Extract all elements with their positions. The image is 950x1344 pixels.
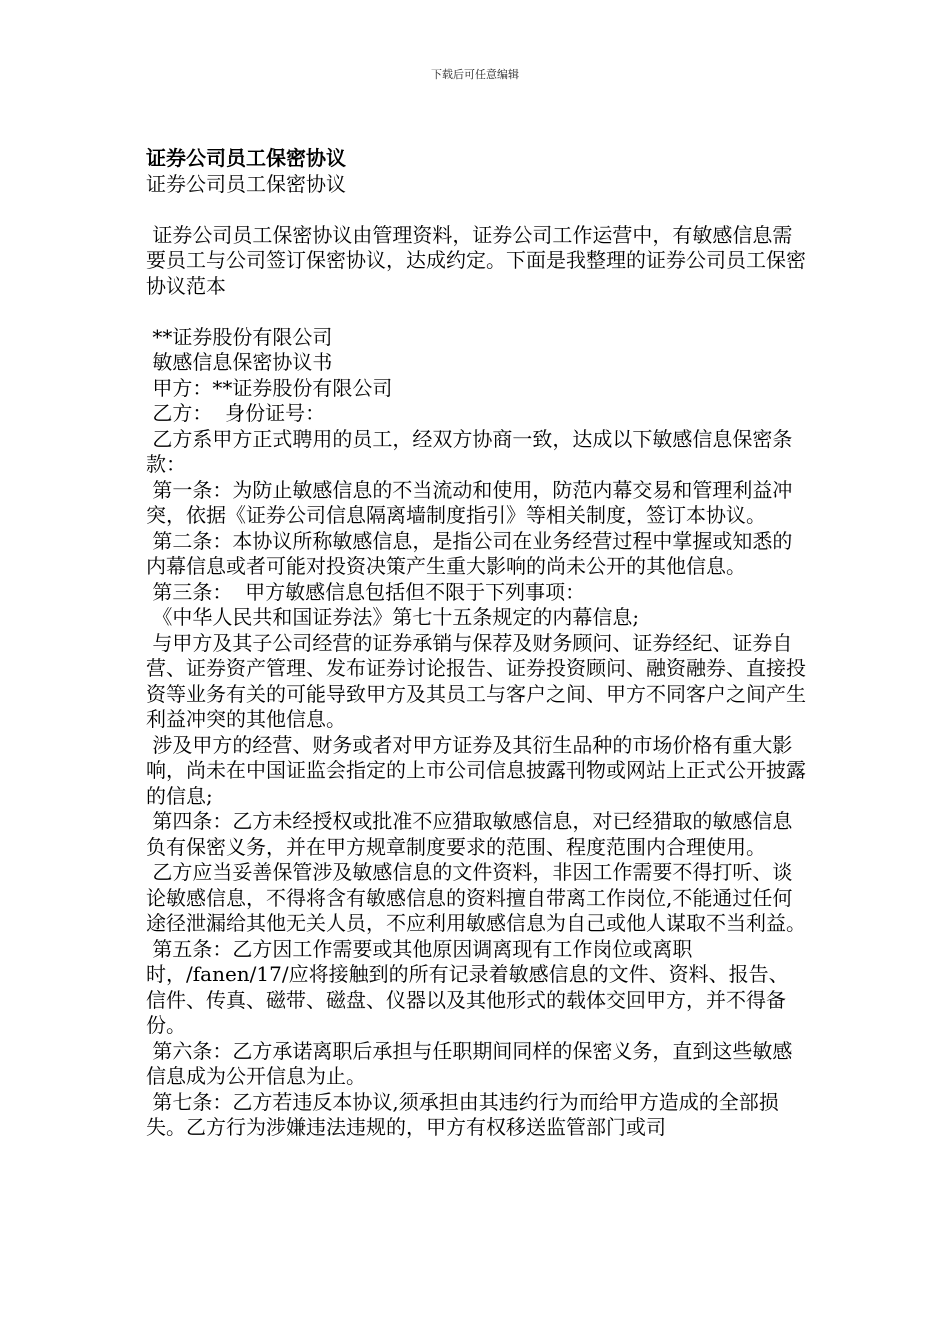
article-7-paragraph: 第七条：乙方若违反本协议,须承担由其违约行为而给甲方造成的全部损失。乙方行为涉嫌违法违规的，甲方有权移送监管部门或司: [146, 1089, 779, 1139]
article-3-item-1: 《中华人民共和国证券法》第七十五条规定的内幕信息;: [146, 605, 640, 629]
company-name-line: **证券股份有限公司: [146, 324, 333, 349]
party-b-line: 乙方： 身份证号：: [146, 401, 326, 425]
article-1-paragraph: 第一条：为防止敏感信息的不当流动和使用，防范内幕交易和管理利益冲突，依据《证券公司信息隔离墙制度指引》等相关制度，签订本协议。: [146, 477, 793, 527]
article-2-paragraph: 第二条：本协议所称敏感信息，是指公司在业务经营过程中掌握或知悉的内幕信息或者可能对投资决策产生重大影响的尚未公开的其他信息。: [146, 528, 793, 578]
page-header-note: 下载后可任意编辑: [431, 68, 519, 81]
article-3-item-2: 与甲方及其子公司经营的证券承销与保荐及财务顾问、证券经纪、证券自营、证券资产管理、发布证券讨论报告、证券投资顾问、融资融券、直接投资等业务有关的可能导致甲方及其员工与客户之间、甲方不同客户之间产生利益冲突的其他信息。: [146, 630, 806, 731]
article-4-paragraph: 第四条：乙方未经授权或批准不应猎取敏感信息，对已经猎取的敏感信息负有保密义务，并在甲方规章制度要求的范围、程度范围内合理使用。: [146, 809, 793, 859]
article-3-paragraph: 第三条： 甲方敏感信息包括但不限于下列事项：: [146, 579, 586, 604]
article-6-paragraph: 第六条：乙方承诺离职后承担与任职期间同样的保密义务，直到这些敏感信息成为公开信息为止。: [146, 1038, 793, 1088]
document-title: 证券公司员工保密协议: [146, 146, 346, 170]
intro-paragraph: 证券公司员工保密协议由管理资料，证券公司工作运营中，有敏感信息需要员工与公司签订保密协议，达成约定。下面是我整理的证券公司员工保密协议范本: [146, 222, 806, 298]
blank-line: [146, 197, 808, 223]
article-5-paragraph: 第五条：乙方因工作需要或其他原因调离现有工作岗位或离职时，/fanen/17/应将接触到的所有记录着敏感信息的文件、资料、报告、信件、传真、磁带、磁盘、仪器以及其他形式的载体交回甲方，并不得备份。: [146, 936, 789, 1037]
article-4-continuation: 乙方应当妥善保管涉及敏感信息的文件资料，非因工作需要不得打听、谈论敏感信息，不得将含有敏感信息的资料擅自带离工作岗位,不能通过任何途径泄漏给其他无关人员，不应利用敏感信息为自己或他人谋取不当利益。: [146, 860, 806, 935]
blank-line: [146, 299, 808, 325]
agreement-title-line: 敏感信息保密协议书: [146, 350, 333, 374]
preamble-paragraph: 乙方系甲方正式聘用的员工，经双方协商一致，达成以下敏感信息保密条款：: [146, 426, 793, 476]
party-a-line: 甲方：**证券股份有限公司: [146, 375, 393, 400]
article-3-item-3: 涉及甲方的经营、财务或者对甲方证券及其衍生品种的市场价格有重大影响，尚未在中国证监会指定的上市公司信息披露刊物或网站上正式公开披露的信息;: [146, 732, 806, 808]
document-subtitle: 证券公司员工保密协议: [146, 171, 346, 196]
document-body: [146, 146, 808, 1141]
